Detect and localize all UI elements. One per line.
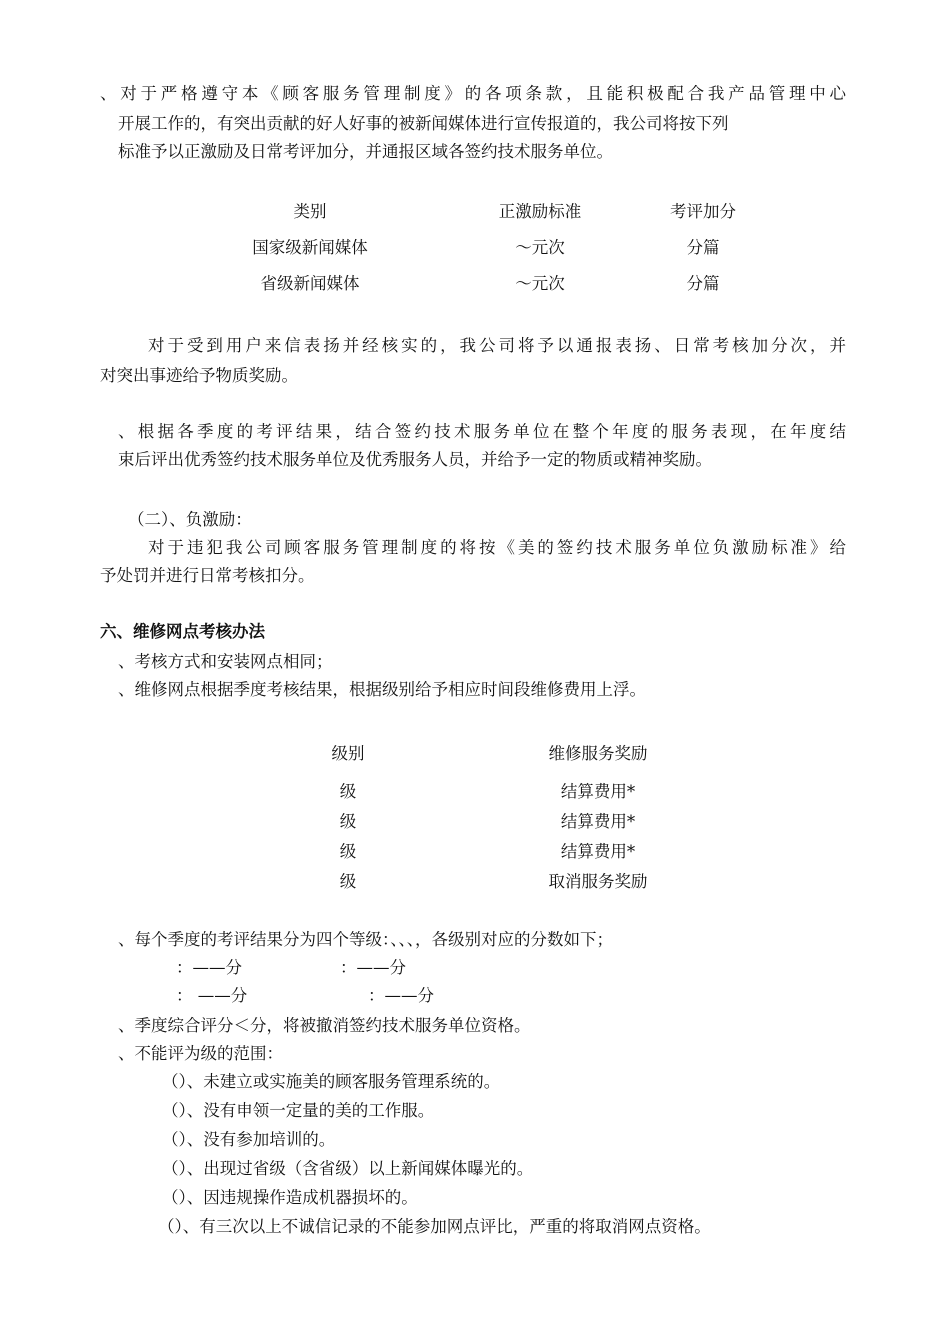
media-table-cell: 省级新闻媒体 (260, 274, 360, 293)
negative-line-2: 予处罚并进行日常考核扣分。 (100, 566, 315, 585)
level-table-cell: 级 (339, 812, 357, 831)
praise-line-2: 对突出事迹给予物质奖励。 (100, 366, 298, 385)
section6-item-1: 、考核方式和安装网点相同； (118, 652, 333, 671)
exclusion-item: （）、没有申领一定量的美的工作服。 (162, 1101, 435, 1120)
level-table-cell: 级 (339, 872, 357, 891)
exclusion-item: （）、出现过省级（含省级）以上新闻媒体曝光的。 (162, 1159, 534, 1178)
media-table-header-score: 考评加分 (670, 202, 736, 221)
media-table-cell: 分篇 (686, 238, 720, 257)
exclusion-item: （）、未建立或实施美的顾客服务管理系统的。 (162, 1072, 501, 1091)
level-table-cell: 结算费用* (560, 782, 636, 801)
grade-score-b: ：——分 (340, 958, 406, 977)
grade-score-a: ：——分 (176, 958, 242, 977)
grade-score-c: ： ——分 (176, 986, 248, 1005)
praise-line-1: 对于受到用户来信表扬并经核实的，我公司将予以通报表扬、日常考核加分次，并 (148, 336, 846, 355)
intro-line-2: 开展工作的，有突出贡献的好人好事的被新闻媒体进行宣传报道的，我公司将按下列 (118, 114, 729, 133)
level-table-cell: 级 (339, 782, 357, 801)
level-table-header-level: 级别 (331, 744, 365, 763)
annual-line-2: 束后评出优秀签约技术服务单位及优秀服务人员，并给予一定的物质或精神奖励。 (118, 450, 712, 469)
negative-line-1: 对于违犯我公司顾客服务管理制度的将按《美的签约技术服务单位负激励标准》给 (148, 538, 846, 557)
level-table-cell: 结算费用* (560, 842, 636, 861)
media-table-cell: ～元次 (515, 274, 565, 293)
level-table-cell: 结算费用* (560, 812, 636, 831)
media-table-cell: ～元次 (515, 238, 565, 257)
media-table-cell: 分篇 (686, 274, 720, 293)
exclusion-item: （）、没有参加培训的。 (162, 1130, 336, 1149)
exclusion-item: （）、有三次以上不诚信记录的不能参加网点评比，严重的将取消网点资格。 (158, 1217, 711, 1236)
level-table-header-reward: 维修服务奖励 (548, 744, 648, 763)
exclusions-heading: 、不能评为级的范围： (118, 1044, 283, 1063)
level-table-cell: 取消服务奖励 (548, 872, 648, 891)
media-table-header-category: 类别 (293, 202, 327, 221)
grades-intro: 、每个季度的考评结果分为四个等级：、、、，各级别对应的分数如下； (118, 930, 613, 949)
exclusion-item: （）、因违规操作造成机器损坏的。 (162, 1188, 418, 1207)
annual-line-1: 、根据各季度的考评结果，结合签约技术服务单位在整个年度的服务表现，在年度结 (118, 422, 846, 441)
level-table-cell: 级 (339, 842, 357, 861)
section6-heading: 六、维修网点考核办法 (100, 622, 265, 641)
grade-score-d: ：——分 (368, 986, 434, 1005)
intro-line-3: 标准予以正激励及日常考评加分，并通报区域各签约技术服务单位。 (118, 142, 613, 161)
media-table-cell: 国家级新闻媒体 (252, 238, 368, 257)
cancel-line: 、季度综合评分＜分，将被撤消签约技术服务单位资格。 (118, 1016, 531, 1035)
media-table-header-reward: 正激励标准 (498, 202, 582, 221)
negative-heading: （二）、负激励： (128, 510, 252, 529)
section6-item-2: 、维修网点根据季度考核结果，根据级别给予相应时间段维修费用上浮。 (118, 680, 646, 699)
intro-line-1: 、对于严格遵守本《顾客服务管理制度》的各项条款，且能积极配合我产品管理中心 (100, 84, 846, 103)
